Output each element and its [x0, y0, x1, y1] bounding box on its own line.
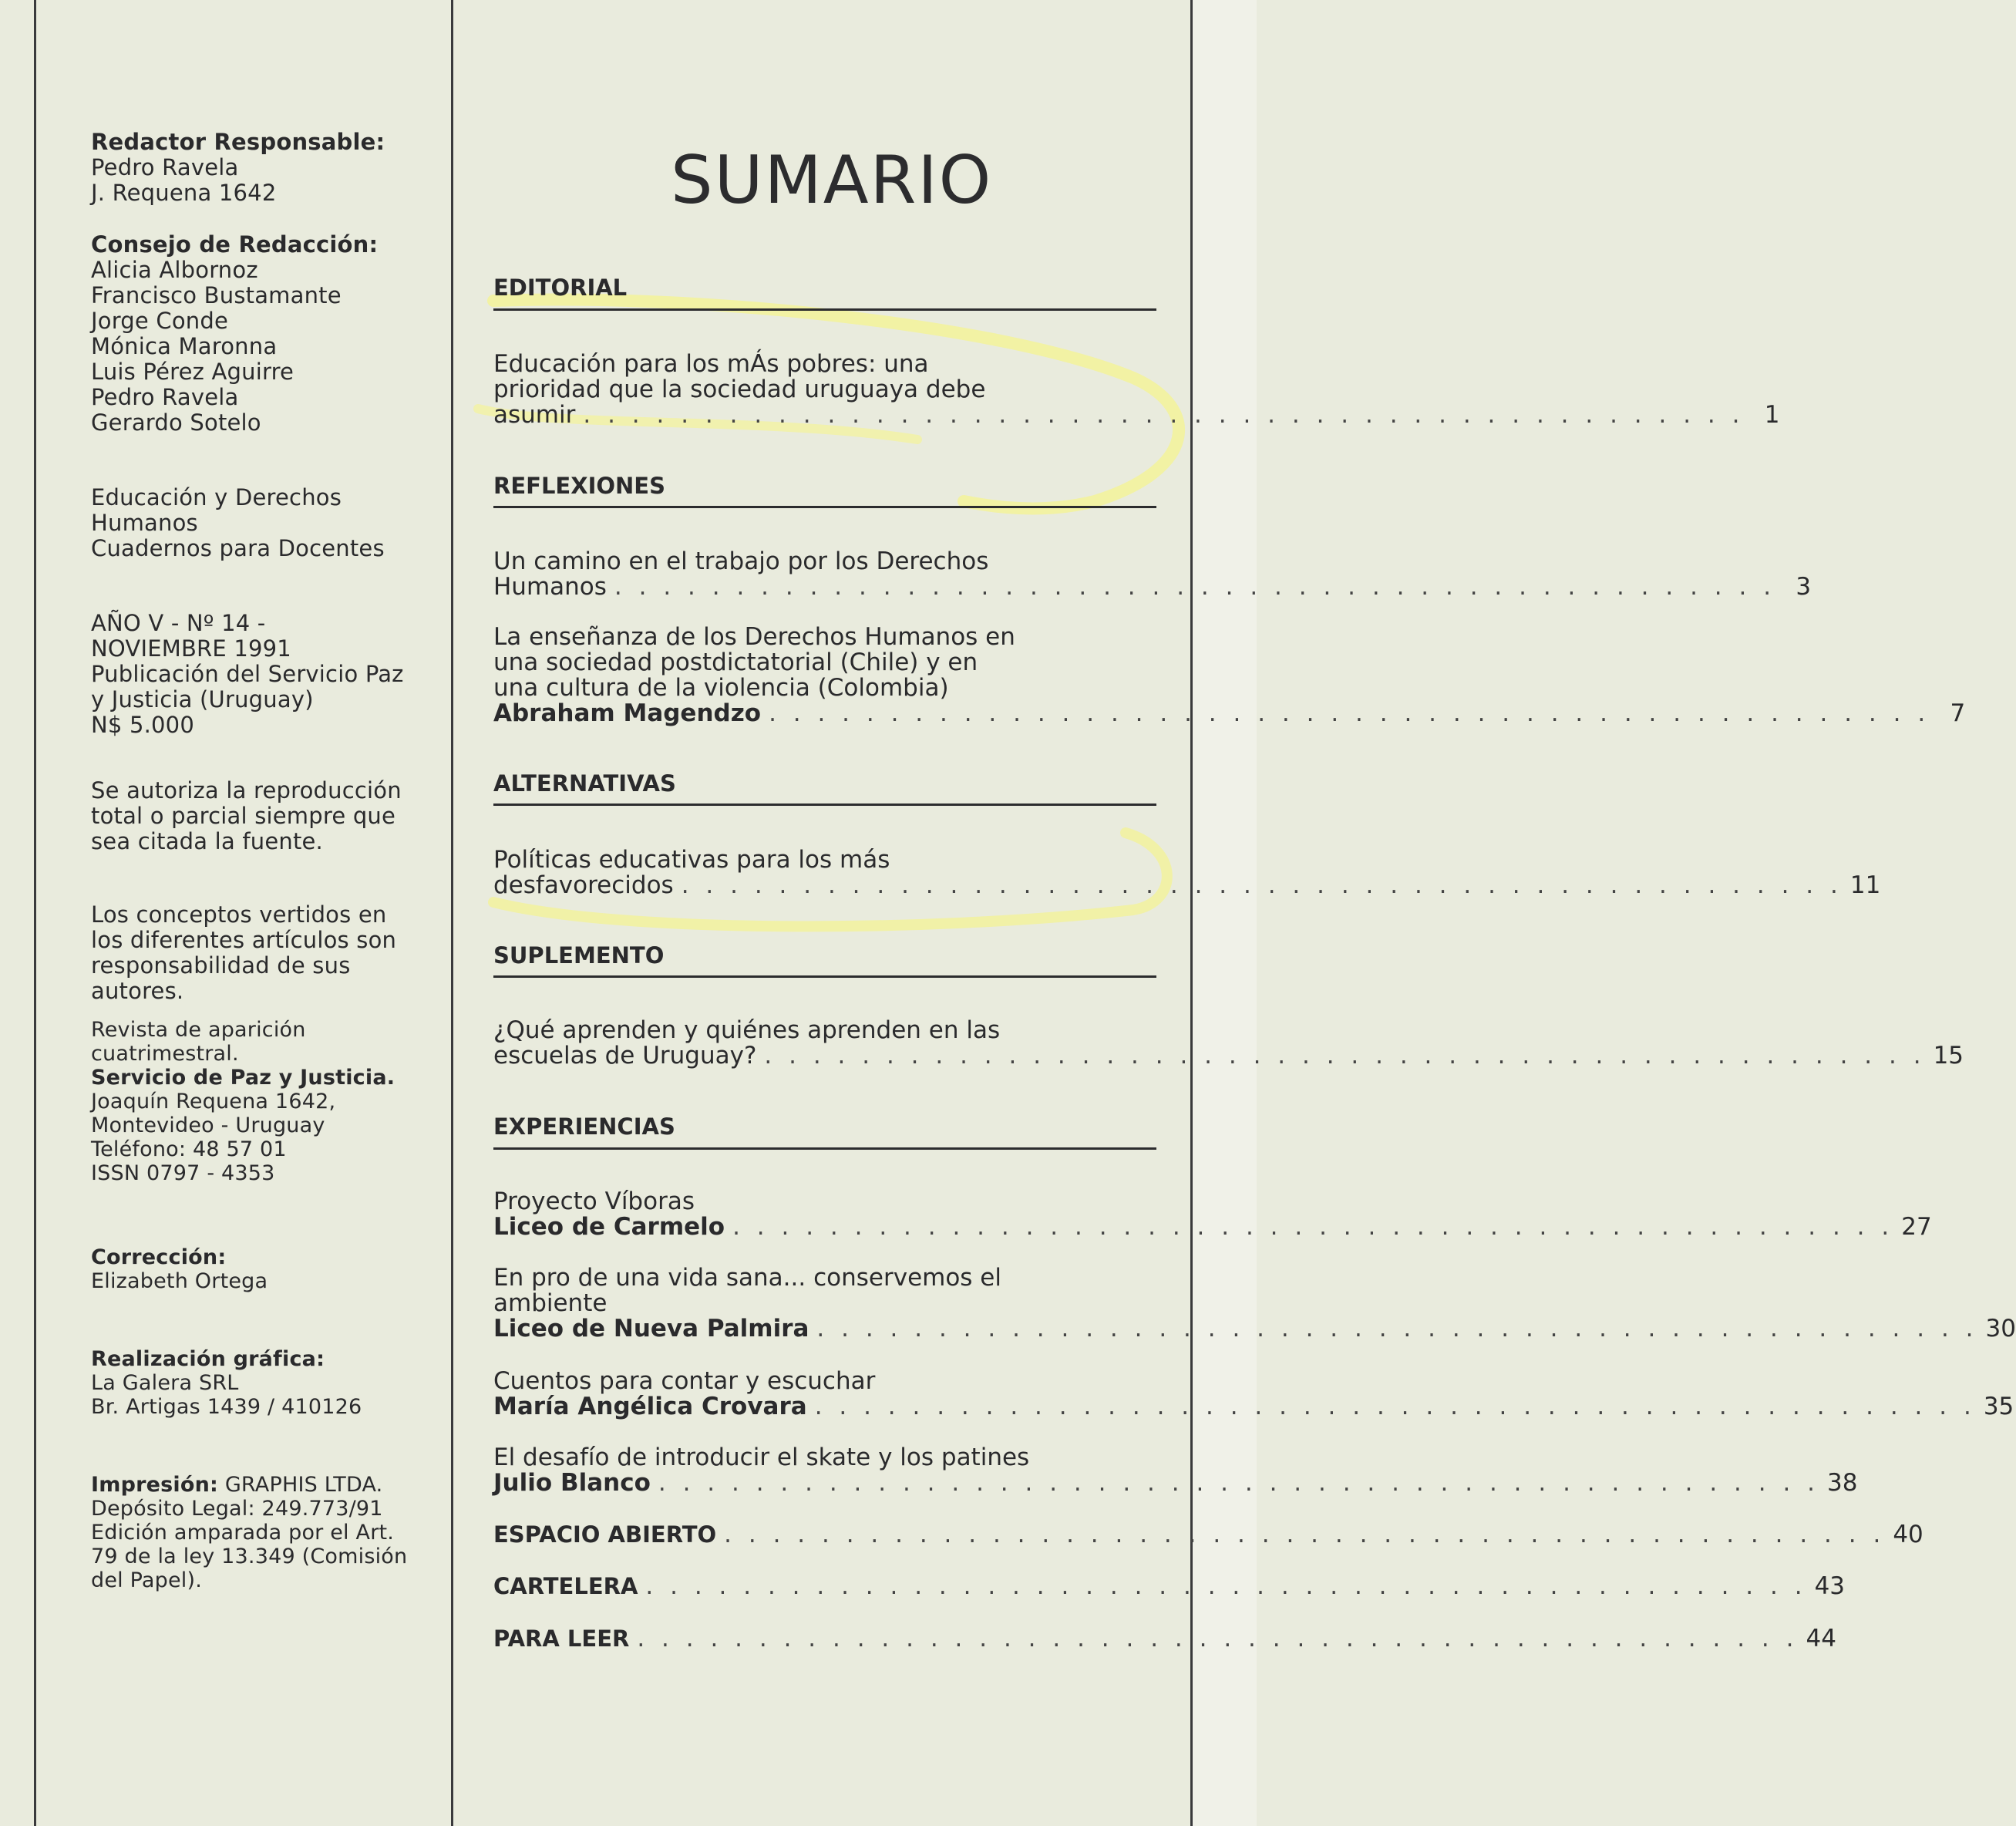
- toc-entry: [493, 1444, 1858, 1497]
- consejo-member: Mónica Maronna: [91, 333, 278, 359]
- page-number: 3: [1796, 573, 1812, 601]
- entry-title-line: En pro de una vida sana... conservemos el: [493, 1264, 1001, 1292]
- impresion-detail: del Papel).: [91, 1568, 203, 1592]
- concepts-line: los diferentes artículos son: [91, 927, 397, 953]
- revista-line: Revista de aparición: [91, 1018, 306, 1042]
- entry-last-line: [493, 1572, 1846, 1600]
- page-edge: [1192, 0, 1257, 1826]
- entry-title-end: escuelas de Uruguay?: [493, 1042, 757, 1070]
- consejo-member: Jorge Conde: [91, 308, 228, 334]
- toc-entry: [493, 1521, 1923, 1548]
- consejo-member: Alicia Albornoz: [91, 257, 258, 283]
- correccion-block: [91, 1245, 430, 1293]
- consejo-member: Gerardo Sotelo: [91, 409, 261, 436]
- impresion-line: [91, 1473, 430, 1497]
- page-number: 11: [1849, 871, 1881, 899]
- page-title: SUMARIO: [671, 142, 993, 219]
- toc-entry: [493, 1625, 1836, 1652]
- entry-author: Liceo de Nueva Palmira: [493, 1315, 809, 1343]
- concepts-line: responsabilidad de sus: [91, 952, 351, 979]
- page-number: 7: [1950, 699, 1966, 727]
- toc-entry: [493, 1016, 1964, 1070]
- consejo-block: [91, 232, 430, 436]
- impresion-label: Impresión:: [91, 1473, 219, 1497]
- entry-title-line: Educación para los mÁs pobres: una: [493, 350, 929, 378]
- entry-title-line: ambiente: [493, 1289, 607, 1317]
- impresion-value: GRAPHIS LTDA.: [218, 1473, 383, 1497]
- toc-entry: [493, 547, 1812, 601]
- page-number: 43: [1814, 1572, 1846, 1600]
- consejo-member: Pedro Ravela: [91, 384, 239, 410]
- dot-leader: . . . . . . . . . . . . . . . . . . . . . . . . . . . . . . . . . . . . . . . . . . . . . . . .: [645, 1572, 1807, 1600]
- dot-leader: . . . . . . . . . . . . . . . . . . . . . . . . . . . . . . . . . . . . . . . . . . . . . . . .: [681, 871, 1843, 899]
- page-number: 35: [1983, 1393, 2014, 1420]
- entry-title-line: La enseñanza de los Derechos Humanos en: [493, 623, 1015, 651]
- redactor-line: J. Requena 1642: [91, 180, 277, 206]
- dot-leader: . . . . . . . . . . . . . . . . . . . . . . . . . . . . . . . . . . . . . . . . . . . . . . . .: [769, 699, 1930, 727]
- colophon: [91, 130, 430, 1592]
- section-heading-suplemento: SUPLEMENTO: [493, 942, 665, 969]
- section-heading-experiencias: EXPERIENCIAS: [493, 1113, 675, 1140]
- servicio-line: Montevideo - Uruguay: [91, 1113, 325, 1137]
- entry-last-line: [493, 1521, 1923, 1548]
- toc-entry: [493, 1572, 1846, 1600]
- entry-title-line: Cuentos para contar y escuchar: [493, 1367, 876, 1395]
- reproduction-line: Se autoriza la reproducción: [91, 777, 402, 804]
- redactor-label: Redactor Responsable:: [91, 129, 385, 155]
- page-number: 27: [1901, 1213, 1932, 1241]
- issue-line: Publicación del Servicio Paz: [91, 661, 404, 687]
- issue-line: y Justicia (Uruguay): [91, 686, 314, 713]
- section-heading-cartelera: CARTELERA: [493, 1573, 638, 1599]
- realizacion-line: La Galera SRL: [91, 1371, 239, 1395]
- entry-title-line: Un camino en el trabajo por los Derechos: [493, 547, 989, 575]
- redactor-block: [91, 130, 430, 206]
- entry-title-line: una cultura de la violencia (Colombia): [493, 674, 949, 702]
- dot-leader: . . . . . . . . . . . . . . . . . . . . . . . . . . . . . . . . . . . . . . . . . . . . . . . .: [816, 1315, 1978, 1343]
- impresion-block: [91, 1473, 430, 1592]
- servicio-line: ISSN 0797 - 4353: [91, 1161, 275, 1185]
- entry-last-line: [493, 1393, 2014, 1420]
- publication-line: Humanos: [91, 510, 198, 536]
- entry-title-line: Políticas educativas para los más: [493, 846, 890, 874]
- reproduction-block: [91, 778, 430, 854]
- toc-entry: [493, 1188, 1932, 1241]
- page-number: 30: [1985, 1315, 2016, 1343]
- entry-title-line: Proyecto Víboras: [493, 1188, 695, 1215]
- section-rule: [493, 1147, 1156, 1150]
- realizacion-line: Br. Artigas 1439 / 410126: [91, 1395, 362, 1419]
- servicio-line: Joaquín Requena 1642,: [91, 1090, 336, 1113]
- realizacion-block: [91, 1347, 430, 1419]
- consejo-member: Luis Pérez Aguirre: [91, 359, 294, 385]
- impresion-detail: 79 de la ley 13.349 (Comisión: [91, 1545, 408, 1568]
- entry-last-line: [493, 1315, 2016, 1343]
- section-rule: [493, 804, 1156, 806]
- impresion-detail: Edición amparada por el Art.: [91, 1521, 395, 1545]
- toc-entry: [493, 623, 1966, 727]
- entry-title-line: El desafío de introducir el skate y los patines: [493, 1444, 1030, 1471]
- entry-title-line: prioridad que la sociedad uruguaya debe: [493, 376, 986, 403]
- entry-title-line: una sociedad postdictatorial (Chile) y en: [493, 649, 978, 676]
- concepts-line: Los conceptos vertidos en: [91, 901, 387, 928]
- concepts-block: [91, 902, 430, 1004]
- entry-author: María Angélica Crovara: [493, 1393, 807, 1420]
- publication-line: Cuadernos para Docentes: [91, 535, 385, 561]
- section-heading-alternativas: ALTERNATIVAS: [493, 770, 676, 797]
- entry-last-line: [493, 573, 1812, 601]
- dot-leader: . . . . . . . . . . . . . . . . . . . . . . . . . . . . . . . . . . . . . . . . . . . . . . . .: [814, 1393, 1976, 1420]
- dot-leader: . . . . . . . . . . . . . . . . . . . . . . . . . . . . . . . . . . . . . . . . . . . . . . . .: [583, 401, 1745, 429]
- section-heading-reflexiones: REFLEXIONES: [493, 473, 666, 499]
- entry-title-end: asumir: [493, 401, 576, 429]
- dot-leader: . . . . . . . . . . . . . . . . . . . . . . . . . . . . . . . . . . . . . . . . . . . . . . . .: [614, 573, 1776, 601]
- reproduction-line: total o parcial siempre que: [91, 803, 396, 829]
- entry-title-line: ¿Qué aprenden y quiénes aprenden en las: [493, 1016, 1001, 1044]
- entry-last-line: [493, 401, 1780, 429]
- issue-line: N$ 5.000: [91, 712, 194, 738]
- page-number: 38: [1827, 1469, 1858, 1497]
- page-number: 44: [1806, 1625, 1836, 1652]
- section-heading-para-leer: PARA LEER: [493, 1626, 630, 1652]
- entry-last-line: [493, 1213, 1932, 1241]
- entry-author: Abraham Magendzo: [493, 699, 762, 727]
- entry-author: Liceo de Carmelo: [493, 1213, 725, 1241]
- entry-title-end: Humanos: [493, 573, 607, 601]
- section-heading-espacio-abierto: ESPACIO ABIERTO: [493, 1521, 717, 1548]
- entry-author: Julio Blanco: [493, 1469, 651, 1497]
- entry-last-line: [493, 871, 1881, 899]
- toc-entry: [493, 350, 1780, 429]
- issue-block: [91, 611, 430, 738]
- dot-leader: . . . . . . . . . . . . . . . . . . . . . . . . . . . . . . . . . . . . . . . . . . . . . . . .: [732, 1213, 1894, 1241]
- entry-last-line: [493, 1625, 1836, 1652]
- section-rule: [493, 308, 1156, 311]
- left-border-line: [34, 0, 36, 1826]
- revista-block: [91, 1018, 430, 1185]
- column-divider-line: [451, 0, 453, 1826]
- dot-leader: . . . . . . . . . . . . . . . . . . . . . . . . . . . . . . . . . . . . . . . . . . . . . . . .: [637, 1625, 1799, 1652]
- page-number: 1: [1764, 401, 1780, 429]
- right-border-line: [1190, 0, 1193, 1826]
- realizacion-label: Realización gráfica:: [91, 1347, 325, 1371]
- entry-last-line: [493, 1042, 1964, 1070]
- issue-line: AÑO V - Nº 14 -: [91, 610, 266, 636]
- entry-last-line: [493, 1469, 1858, 1497]
- reproduction-line: sea citada la fuente.: [91, 828, 323, 854]
- correccion-name: Elizabeth Ortega: [91, 1269, 268, 1293]
- toc-entry: [493, 1264, 2016, 1343]
- entry-title-end: desfavorecidos: [493, 871, 674, 899]
- section-rule: [493, 975, 1156, 978]
- publication-line: Educación y Derechos: [91, 484, 342, 510]
- correccion-label: Corrección:: [91, 1245, 227, 1269]
- impresion-detail: Depósito Legal: 249.773/91: [91, 1497, 383, 1521]
- servicio-label: Servicio de Paz y Justicia.: [91, 1066, 395, 1090]
- toc-entry: [493, 1367, 2014, 1420]
- concepts-line: autores.: [91, 978, 184, 1004]
- issue-line: NOVIEMBRE 1991: [91, 635, 291, 662]
- dot-leader: . . . . . . . . . . . . . . . . . . . . . . . . . . . . . . . . . . . . . . . . . . . . . . . .: [764, 1042, 1926, 1070]
- revista-line: cuatrimestral.: [91, 1042, 239, 1066]
- page-number: 15: [1933, 1042, 1964, 1070]
- section-heading-editorial: EDITORIAL: [493, 275, 628, 301]
- entry-last-line: [493, 699, 1966, 727]
- toc-entry: [493, 846, 1881, 899]
- dot-leader: . . . . . . . . . . . . . . . . . . . . . . . . . . . . . . . . . . . . . . . . . . . . . . . .: [658, 1469, 1820, 1497]
- consejo-label: Consejo de Redacción:: [91, 231, 379, 258]
- consejo-member: Francisco Bustamante: [91, 282, 342, 308]
- dot-leader: . . . . . . . . . . . . . . . . . . . . . . . . . . . . . . . . . . . . . . . . . . . . . . . .: [724, 1521, 1886, 1548]
- servicio-line: Teléfono: 48 57 01: [91, 1137, 287, 1161]
- publication-block: [91, 485, 430, 561]
- page-number: 40: [1893, 1521, 1923, 1548]
- section-rule: [493, 506, 1156, 508]
- redactor-line: Pedro Ravela: [91, 154, 239, 180]
